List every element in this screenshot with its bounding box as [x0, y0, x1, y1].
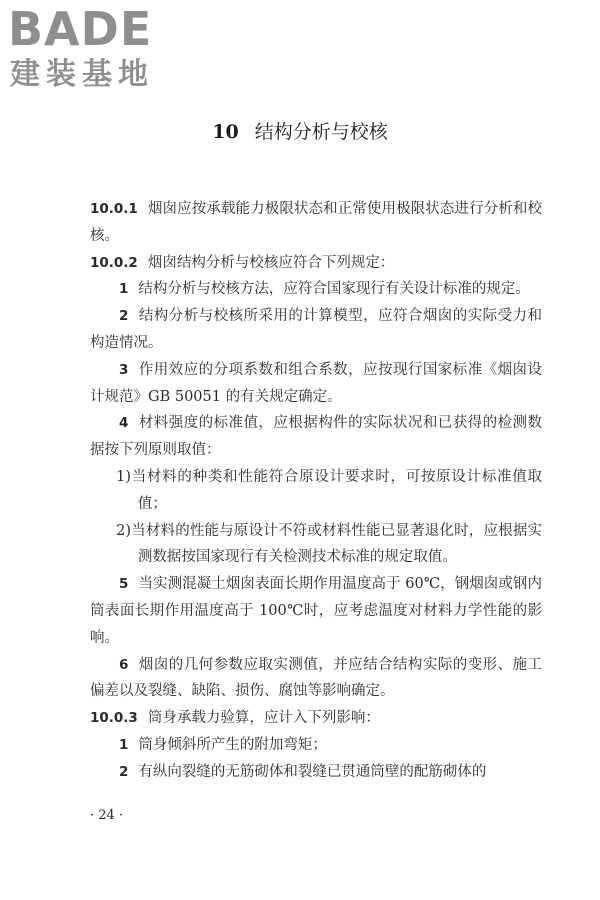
page-number: · 24 · — [90, 808, 124, 823]
item-text: 有纵向裂缝的无筋砌体和裂缝已贯通筒壁的配筋砌体的 — [138, 763, 487, 780]
item-text: 烟囱的几何参数应取实测值，并应结合结构实际的变形、施工偏差以及裂缝、缺陷、损伤、腐蚀等影响确定。 — [90, 656, 542, 700]
clause-number: 10.0.2 — [90, 254, 138, 271]
clause-10-0-2 — [90, 250, 542, 277]
document-body — [90, 196, 542, 786]
sub-list-item — [90, 518, 542, 572]
item-text: 当实测混凝土烟囱表面长期作用温度高于 60℃，钢烟囱或钢内筒表面长期作用温度高于 100℃时，应考虑温度对材料力学性能的影响。 — [90, 576, 542, 646]
list-item — [90, 357, 542, 411]
sub-item-number: 1) — [116, 468, 131, 485]
item-text: 结构分析与校核所采用的计算模型，应符合烟囱的实际受力和构造情况。 — [90, 308, 542, 351]
chapter-number: 10 — [212, 121, 239, 143]
logo-subtitle: 建装基地 — [10, 57, 154, 92]
clause-text: 筒身承载力验算，应计入下列影响： — [147, 710, 380, 727]
item-text: 材料强度的标准值，应根据构件的实际状况和已获得的检测数据按下列原则取值： — [90, 415, 542, 459]
item-number: 2 — [119, 308, 129, 325]
list-item — [90, 571, 542, 651]
list-item — [90, 732, 542, 759]
sub-item-text: 当材料的种类和性能符合原设计要求时，可按原设计标准值取值； — [130, 468, 542, 512]
item-number: 2 — [119, 763, 129, 780]
item-number: 3 — [119, 361, 129, 378]
clause-10-0-3 — [90, 705, 542, 732]
sub-item-number: 2) — [116, 522, 131, 539]
list-item — [90, 303, 542, 357]
item-text: 结构分析与校核方法，应符合国家现行有关设计标准的规定。 — [138, 281, 530, 298]
list-item — [90, 276, 542, 303]
sub-list-item — [90, 464, 542, 518]
clause-text: 烟囱应按承载能力极限状态和正常使用极限状态进行分析和校核。 — [90, 201, 542, 244]
sub-item-text: 当材料的性能与原设计不符或材料性能已显著退化时，应根据实测数据按国家现行有关检测技术标准的规定取值。 — [130, 522, 542, 566]
list-item — [90, 410, 542, 464]
bade-logo — [8, 4, 178, 94]
clause-number: 10.0.1 — [90, 201, 138, 217]
item-number: 5 — [119, 576, 129, 593]
item-text: 作用效应的分项系数和组合系数，应按现行国家标准《烟囱设计规范》GB 50051 的有关规定确定。 — [90, 361, 542, 405]
item-number: 1 — [119, 736, 129, 753]
chapter-title-text: 结构分析与校核 — [254, 121, 388, 143]
item-number: 1 — [119, 281, 129, 298]
item-number: 4 — [119, 415, 129, 432]
clause-10-0-1 — [90, 196, 542, 250]
item-number: 6 — [119, 656, 129, 673]
clause-number: 10.0.3 — [90, 710, 138, 727]
list-item — [90, 652, 542, 706]
chapter-title — [0, 118, 600, 146]
clause-text: 烟囱结构分析与校核应符合下列规定： — [147, 254, 395, 271]
list-item — [90, 759, 542, 786]
logo-wordmark: BADE — [8, 2, 153, 56]
item-text: 筒身倾斜所产生的附加弯矩； — [138, 736, 327, 753]
